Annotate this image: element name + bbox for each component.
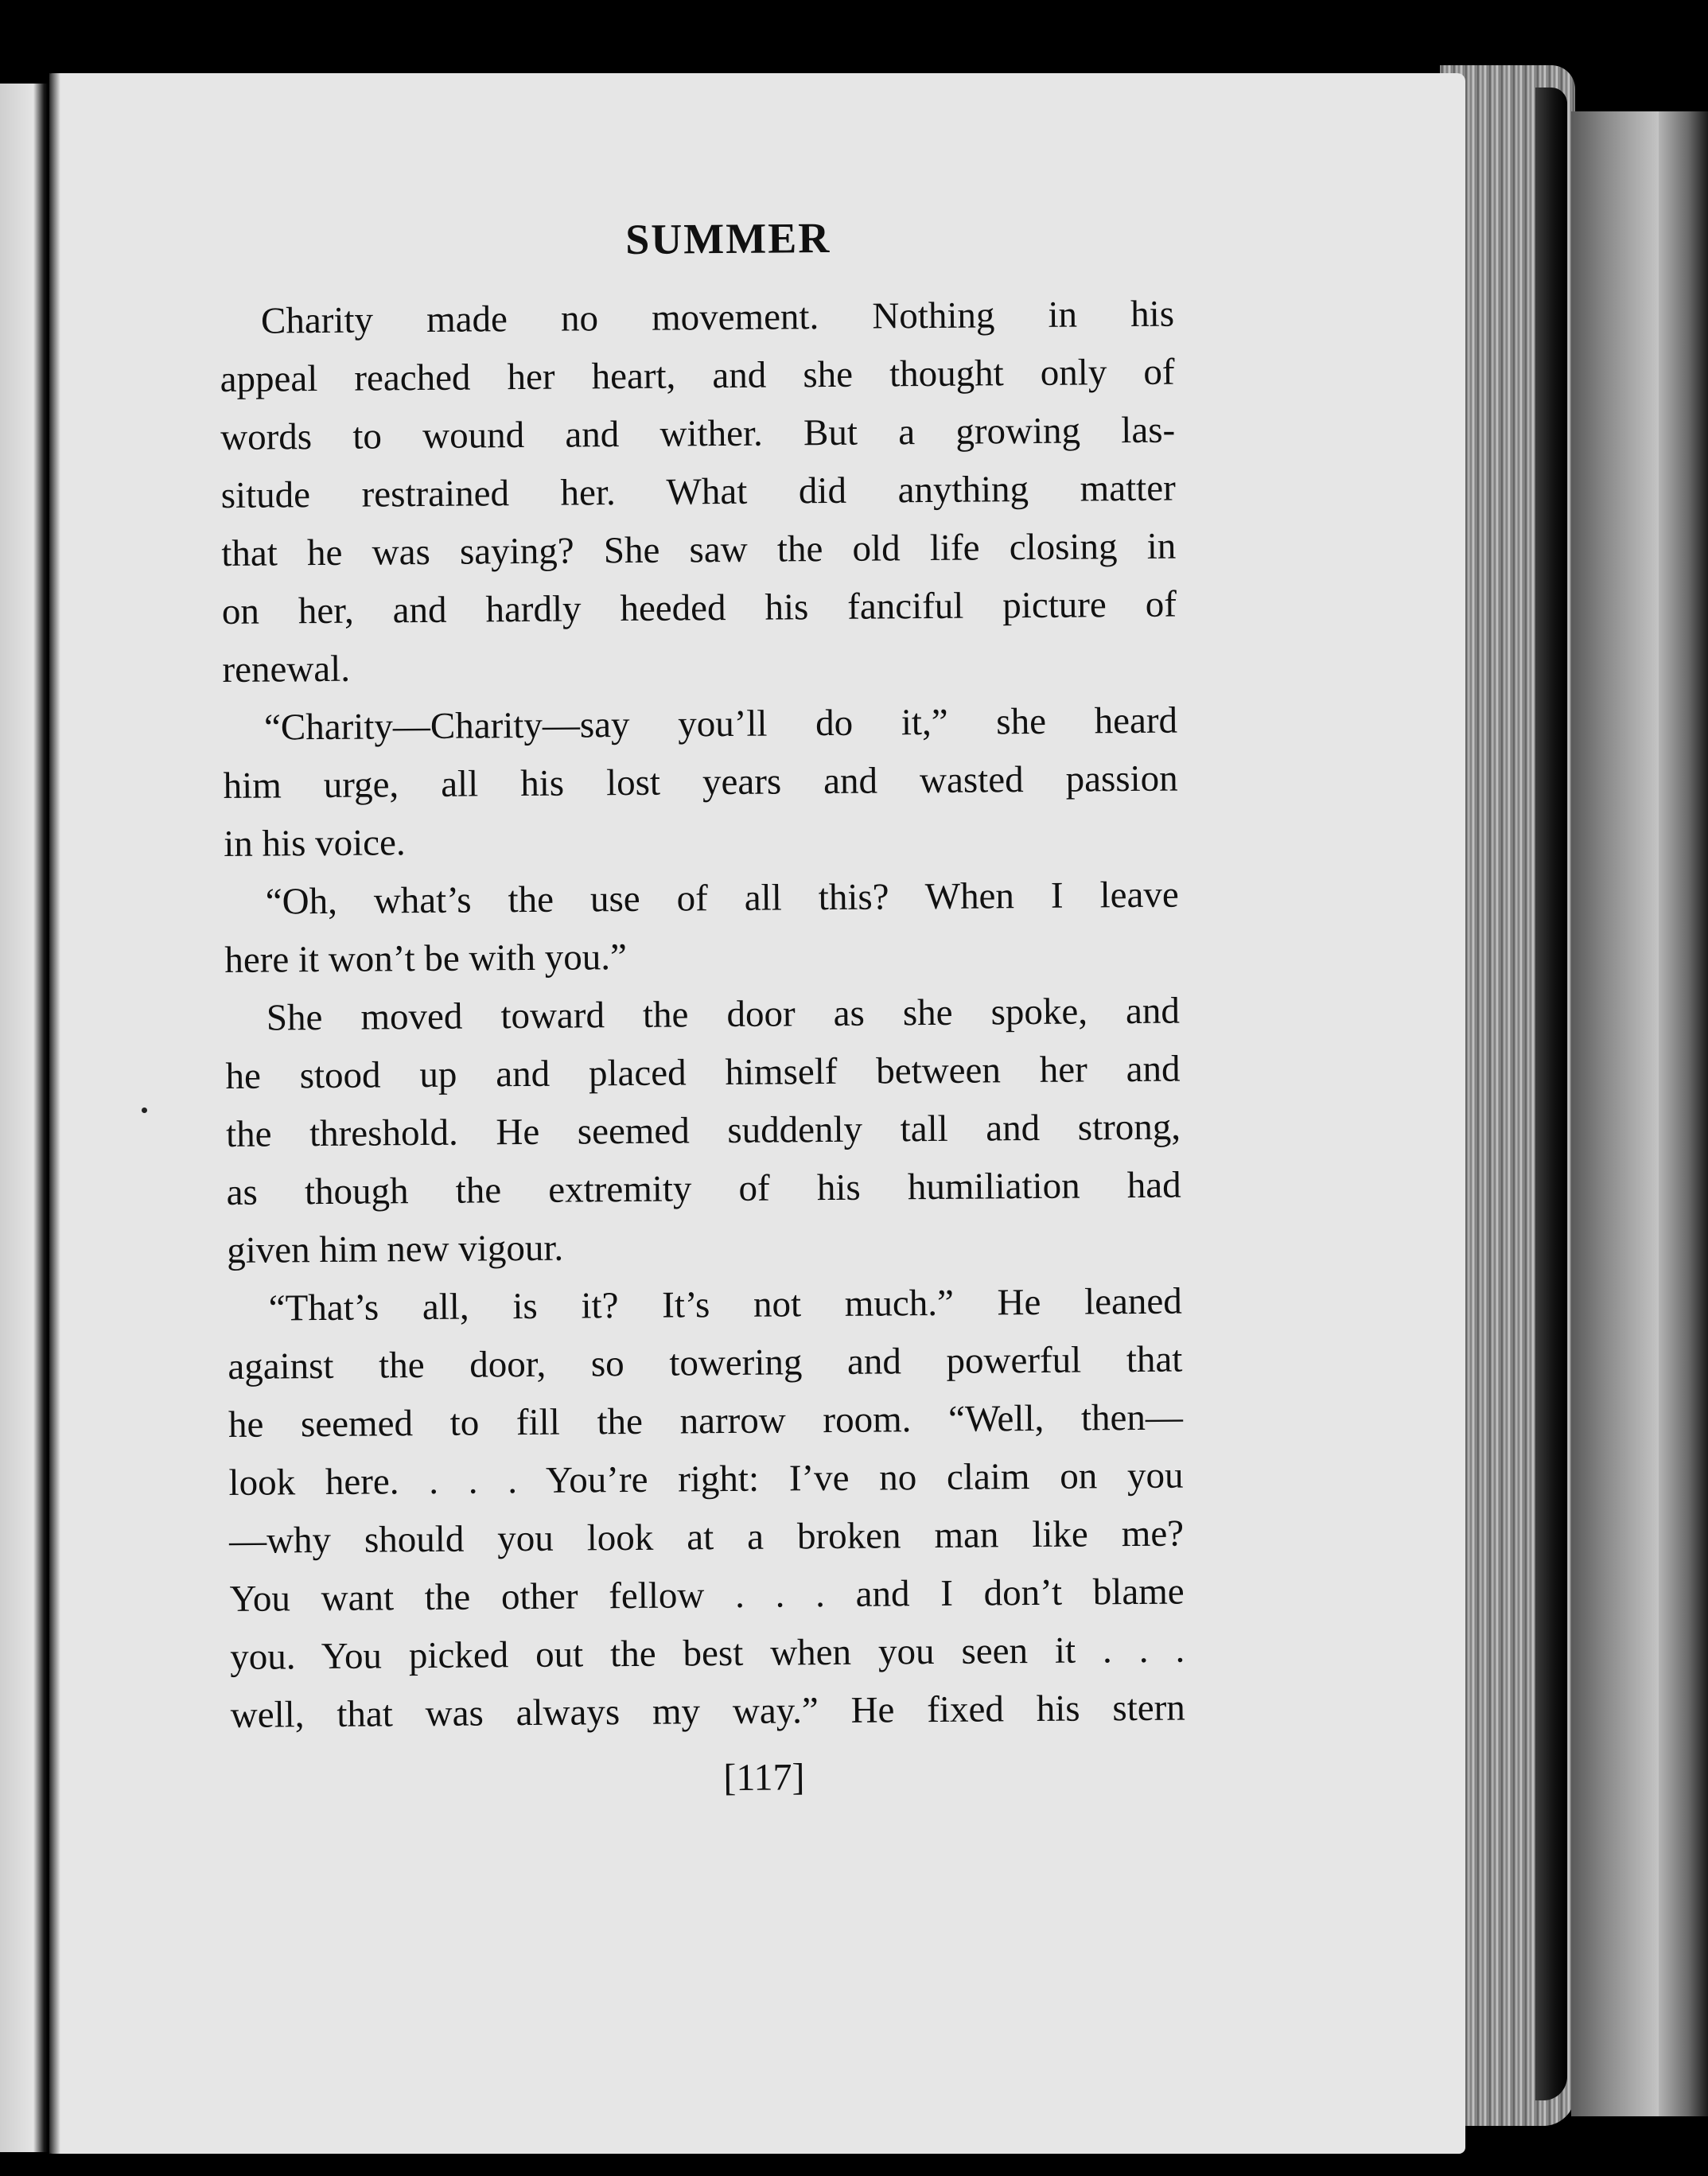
gutter-shadow [49,73,60,2154]
text-line: Charity made no movement. Nothing in his [260,293,1175,342]
text-line: well, that was always my way.” He fixed his stern [230,1687,1185,1736]
scanner-background-edge [1659,111,1708,2116]
text-line: him urge, all his lost years and wasted passion [223,757,1178,807]
text-line: “Charity—Charity—say you’ll do it,” she heard [263,699,1178,749]
text-line: appeal reached her heart, and she thought only of [220,351,1175,400]
text-line: in his voice. [224,822,406,865]
text-line: he seemed to fill the narrow room. “Well, then— [228,1396,1184,1446]
text-line: You want the other fellow . . . and I don’t blame [229,1571,1185,1620]
text-line: words to wound and wither. But a growing las- [220,409,1176,458]
text-line: She moved toward the door as she spoke, and [266,990,1181,1039]
text-line: here it won’t be with you.” [224,936,628,981]
text-line: “Oh, what’s the use of all this? When I leave [265,874,1179,923]
left-page-edge [0,84,48,2152]
page-text-block [219,208,1186,1810]
book-edge-shadow [1535,88,1567,2100]
text-line: look here. . . . You’re right: I’ve no claim on you [228,1454,1184,1504]
page-number: [117] [723,1756,805,1800]
text-line: that he was saying? She saw the old life closing in [221,525,1177,574]
text-line: “That’s all, is it? It’s not much.” He leaned [268,1280,1182,1329]
text-line: situde restrained her. What did anything matter [220,467,1176,516]
text-line: against the door, so towering and powerful that [228,1338,1183,1388]
text-line: renewal. [222,648,351,691]
text-line: given him new vigour. [227,1227,564,1271]
body-text [220,286,1185,1745]
text-line: on her, and hardly heeded his fanciful picture of [221,583,1177,633]
text-line: as though the extremity of his humiliation had [226,1164,1181,1213]
text-line: he stood up and placed himself between her and [225,1048,1181,1097]
scanner-background [1571,111,1659,2116]
running-head: SUMMER [625,213,831,263]
text-line: —why should you look at a broken man like me? [228,1512,1185,1562]
dust-speck [142,1107,147,1113]
text-line: you. You picked out the best when you seen it . . . [230,1629,1185,1678]
text-line: the threshold. He seemed suddenly tall and strong, [225,1106,1181,1155]
